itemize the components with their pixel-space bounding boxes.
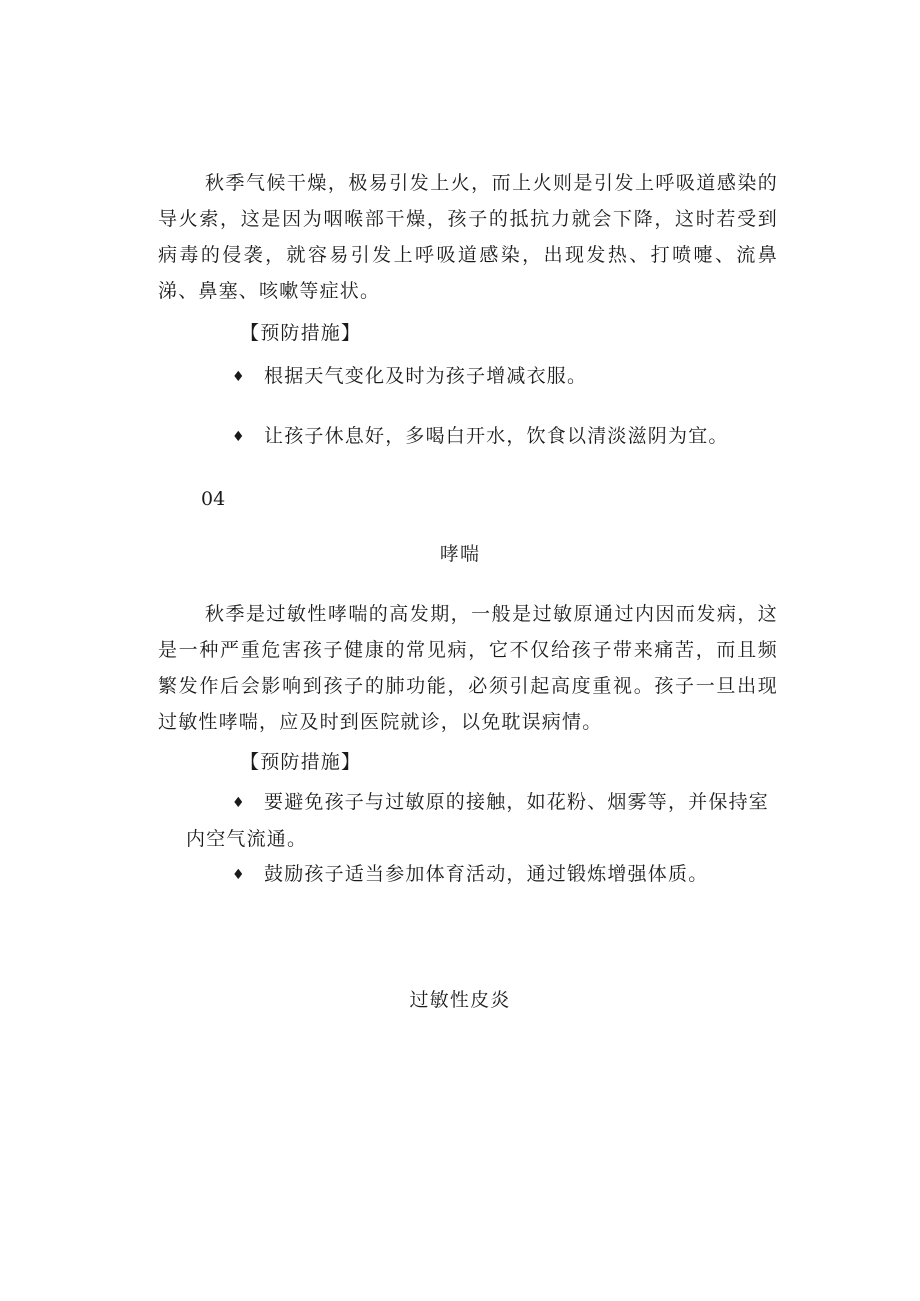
list-item-text: 让孩子休息好，多喝白开水，饮食以清淡滋阴为宜。 — [264, 425, 729, 447]
list-item-text: 要避免孩子与过敏原的接触，如花粉、烟雾等，并保持室 — [264, 791, 770, 813]
list-item — [232, 856, 708, 893]
list-item-text: 根据天气变化及时为孩子增减衣服。 — [264, 365, 588, 387]
diamond-bullet-icon: ♦ — [232, 795, 246, 811]
paragraph-respiratory-infection: 秋季气候干燥，极易引发上火，而上火则是引发上呼吸道感染的导火索，这是因为咽喉部干燥，孩子的抵抗力就会下降，这时若受到病毒的侵袭，就容易引发上呼吸道感染，出现发热、打喷嚏、流鼻涕、鼻塞、咳嗽等症状。 — [158, 172, 778, 302]
section-title: 过敏性皮炎 — [409, 989, 511, 1011]
prevention-measures-heading: 【预防措施】 — [240, 322, 362, 344]
list-item — [232, 418, 729, 455]
diamond-bullet-icon: ♦ — [232, 867, 246, 883]
diamond-bullet-icon: ♦ — [232, 369, 246, 385]
list-item — [232, 358, 587, 395]
prevention-measures-heading: 【预防措施】 — [240, 751, 362, 773]
diamond-bullet-icon: ♦ — [232, 429, 246, 445]
section-number: 04 — [201, 488, 226, 510]
list-item — [186, 784, 792, 857]
paragraph-asthma: 秋季是过敏性哮喘的高发期，一般是过敏原通过内因而发病，这是一种严重危害孩子健康的常见病，它不仅给孩子带来痛苦，而且频繁发作后会影响到孩子的肺功能，必须引起高度重视。孩子一旦出现过敏性哮喘，应及时到医院就诊，以免耽误病情。 — [158, 603, 778, 733]
section-title: 哮喘 — [439, 543, 481, 565]
list-item-text-continued: 内空气流通。 — [186, 828, 308, 850]
list-item-text: 鼓励孩子适当参加体育活动，通过锻炼增强体质。 — [264, 863, 709, 885]
